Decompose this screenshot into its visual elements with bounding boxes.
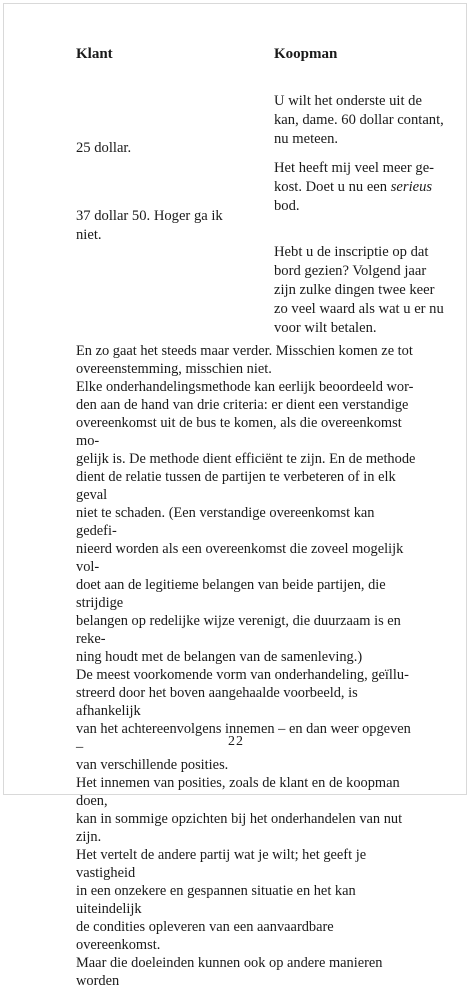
- heading-koopman: Koopman: [274, 46, 338, 62]
- paragraph: De meest voorkomende vorm van onderhandeling, geïllu- streerd door het boven aangehaalde voorbeeld, is afhankelijk van het achtereenvolgens innemen – en dan weer opgeven – van verschillende posities.: [76, 667, 411, 773]
- text-line: bord gezien? Volgend jaar: [274, 263, 427, 279]
- dialogue-koopman-line: [274, 159, 434, 216]
- heading-klant: Klant: [76, 46, 113, 62]
- text-line: voor wilt betalen.: [274, 320, 377, 336]
- book-page: [3, 3, 467, 989]
- text-line: 37 dollar 50. Hoger ga ik: [76, 208, 223, 224]
- text-line: zijn zulke dingen twee keer: [274, 282, 435, 298]
- text-line: kan, dame. 60 dollar contant,: [274, 112, 444, 128]
- dialogue-klant-line: [76, 207, 223, 245]
- text-line: bod.: [274, 198, 300, 214]
- text-line: kost. Doet u nu een serieus: [274, 179, 433, 195]
- text-line: 25 dollar.: [76, 140, 132, 156]
- paragraph: En zo gaat het steeds maar verder. Misschien komen ze tot overeenstemming, misschien niet.: [76, 343, 413, 377]
- paragraph: Het innemen van posities, zoals de klant en de koopman doen, kan in sommige opzichten bij het onderhandelen van nut zijn. Het vertelt de andere partij wat je wilt; het geeft je vastigheid in een onzekere en gespannen situatie en het kan uiteindelijk de condities opleveren van een aanvaardbare overeenkomst. Maar die doeleinden kunnen ook op andere manieren worden: [76, 775, 403, 989]
- text-line: U wilt het onderste uit de: [274, 93, 422, 109]
- dialogue-koopman-line: [274, 243, 444, 338]
- dialogue-klant-line: [76, 139, 131, 158]
- dialogue-koopman-line: [274, 92, 444, 149]
- page-number: 22: [228, 734, 244, 749]
- text-line: niet.: [76, 227, 102, 243]
- text-line: Het heeft mij veel meer ge-: [274, 160, 435, 176]
- body-text: [76, 342, 416, 990]
- text-line: zo veel waard als wat u er nu: [274, 301, 444, 317]
- paragraph: Elke onderhandelingsmethode kan eerlijk beoordeeld wor- den aan de hand van drie criteria: er dient een verstandige overeenkomst uit de bus te komen, als die overeenkomst mo- gelijk is. De methode dient efficiënt te zijn. En de methode dient de relatie tussen de partijen te verbeteren of in elk geval niet te schaden. (Een verstandige overeenkomst kan gedefi- nieerd worden als een overeenkomst die zoveel mogelijk vol- doet aan de legitieme belangen van beide partijen, die strijdige belangen op redelijke wijze verenigt, die duurzaam is en reke- ning houdt met de belangen van de samenleving.): [76, 379, 416, 665]
- text-line: nu meteen.: [274, 131, 339, 147]
- text-line: Hebt u de inscriptie op dat: [274, 244, 429, 260]
